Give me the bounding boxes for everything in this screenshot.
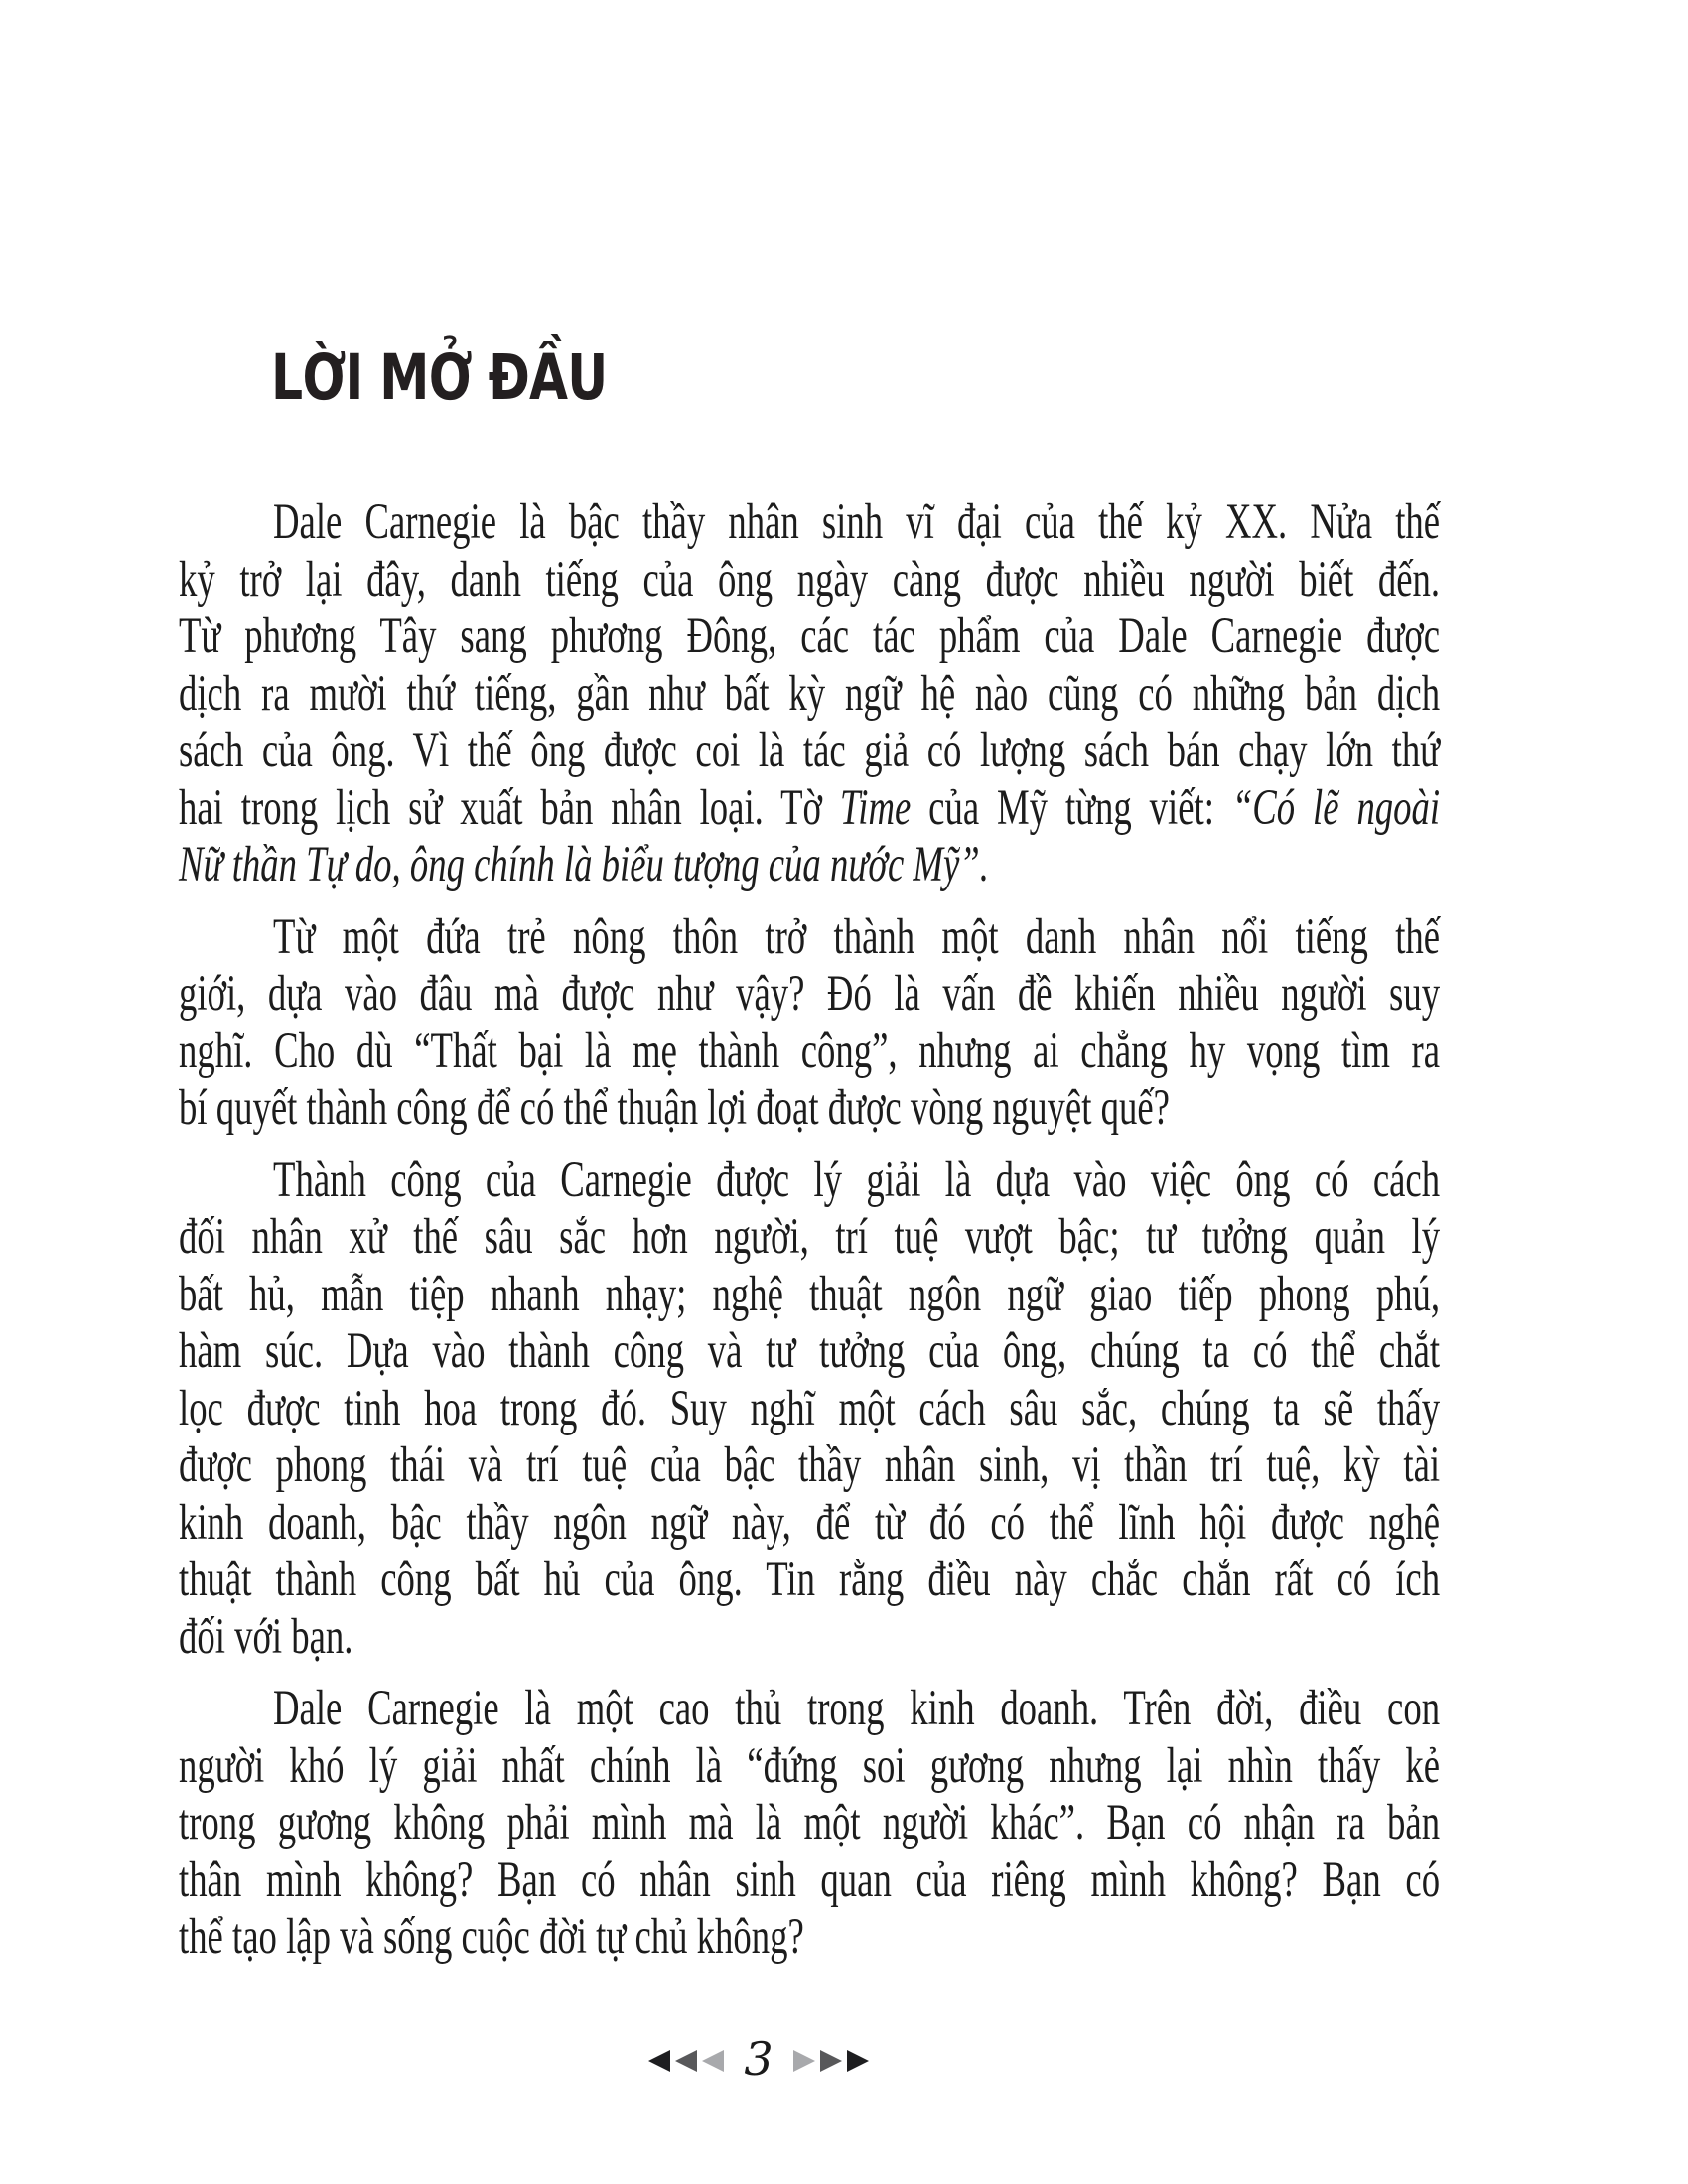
text-run: bí quyết thành công để có thể thuận lợi đoạt được vòng nguyệt quế? xyxy=(179,1080,1170,1136)
text-run: nghĩ. Cho dù “Thất bại là mẹ thành công”, nhưng ai chẳng hy vọng tìm ra xyxy=(179,1023,1441,1079)
text-run: giới, dựa vào đâu mà được như vậy? Đó là vấn đề khiến nhiều người suy xyxy=(179,966,1441,1022)
body-line xyxy=(179,609,1440,666)
page-number: 3 xyxy=(744,2032,774,2086)
text-run: Từ một đứa trẻ nông thôn trở thành một danh nhân nổi tiếng thế xyxy=(273,908,1441,965)
text-run: của Mỹ từng viết: xyxy=(911,779,1232,836)
left-arrow-icon xyxy=(648,2050,670,2072)
text-run: đối với bạn. xyxy=(179,1608,353,1665)
text-run: được phong thái và trí tuệ của bậc thầy nhân sinh, vị thần trí tuệ, kỳ tài xyxy=(179,1437,1441,1493)
body-line xyxy=(179,1495,1440,1553)
right-arrow-icon xyxy=(820,2050,842,2072)
text-run: hàm súc. Dựa vào thành công và tư tưởng của ông, chúng ta có thể chắt xyxy=(179,1323,1441,1379)
text-run: trong gương không phải mình mà là một người khác”. Bạn có nhận ra bản xyxy=(179,1795,1441,1850)
body-line xyxy=(179,494,1440,552)
body-line xyxy=(179,1209,1440,1267)
body-line xyxy=(179,723,1440,780)
body-line xyxy=(179,1437,1440,1495)
body-line xyxy=(179,1609,1440,1667)
text-run: thuật thành công bất hủ của ông. Tin rằng điều này chắc chắn rất có ích xyxy=(179,1552,1441,1607)
body-line xyxy=(179,1795,1440,1852)
text-run: hai trong lịch sử xuất bản nhân loại. Tờ xyxy=(179,779,840,836)
chapter-title: LỜI MỞ ĐẦU xyxy=(271,341,608,415)
text-run: dịch ra mười thứ tiếng, gần như bất kỳ ngữ hệ nào cũng có những bản dịch xyxy=(179,665,1441,722)
body-line xyxy=(179,666,1440,724)
body-line xyxy=(179,1024,1440,1081)
text-run: thể tạo lập và sống cuộc đời tự chủ không? xyxy=(179,1909,804,1965)
text-run: lọc được tinh hoa trong đó. Suy nghĩ một cách sâu sắc, chúng ta sẽ thấy xyxy=(179,1380,1441,1436)
text-run: kinh doanh, bậc thầy ngôn ngữ này, để từ đó có thể lĩnh hội được nghệ xyxy=(179,1494,1441,1551)
body-line xyxy=(179,1381,1440,1438)
body-line xyxy=(179,1909,1440,1967)
body-line xyxy=(179,837,1440,894)
body-line xyxy=(179,1267,1440,1324)
left-arrow-icon xyxy=(675,2050,697,2072)
text-run: thân mình không? Bạn có nhân sinh quan của riêng mình không? Bạn có xyxy=(179,1851,1441,1908)
italic-text-run: “Có lẽ ngoài xyxy=(1231,779,1441,836)
body-line xyxy=(179,1681,1440,1738)
text-run: kỷ trở lại đây, danh tiếng của ông ngày càng được nhiều người biết đến. xyxy=(179,551,1441,608)
body-line xyxy=(179,909,1440,967)
text-run: Từ phương Tây sang phương Đông, các tác phẩm của Dale Carnegie được xyxy=(179,609,1441,664)
body-line xyxy=(179,780,1440,838)
text-run: Dale Carnegie là một cao thủ trong kinh doanh. Trên đời, điều con xyxy=(273,1681,1441,1736)
paragraph xyxy=(179,909,1440,1138)
body-line xyxy=(179,552,1440,610)
text-run: sách của ông. Vì thế ông được coi là tác giả có lượng sách bán chạy lớn thứ xyxy=(179,723,1441,778)
italic-text-run: Time xyxy=(839,779,912,836)
body-line xyxy=(179,1080,1440,1138)
left-arrows-group xyxy=(648,2050,724,2072)
text-run: bất hủ, mẫn tiệp nhanh nhạy; nghệ thuật ngôn ngữ giao tiếp phong phú, xyxy=(179,1266,1441,1322)
body-line xyxy=(179,1153,1440,1210)
text-run: người khó lý giải nhất chính là “đứng soi gương nhưng lại nhìn thấy kẻ xyxy=(179,1737,1441,1794)
body-line xyxy=(179,1852,1440,1910)
page-marker xyxy=(648,2032,868,2086)
body-text xyxy=(179,494,1440,1967)
paragraph xyxy=(179,1153,1440,1667)
paragraph xyxy=(179,494,1440,894)
text-run: Thành công của Carnegie được lý giải là dựa vào việc ông có cách xyxy=(273,1152,1441,1208)
body-line xyxy=(179,1552,1440,1609)
text-run: đối nhân xử thế sâu sắc hơn người, trí tuệ vượt bậc; tư tưởng quản lý xyxy=(179,1209,1441,1265)
paragraph xyxy=(179,1681,1440,1967)
body-line xyxy=(179,966,1440,1024)
right-arrow-icon xyxy=(793,2050,815,2072)
right-arrow-icon xyxy=(847,2050,869,2072)
body-line xyxy=(179,1738,1440,1796)
page-footer xyxy=(179,2030,1440,2092)
body-line xyxy=(179,1323,1440,1381)
left-arrow-icon xyxy=(702,2050,724,2072)
right-arrows-group xyxy=(793,2050,869,2072)
italic-text-run: Nữ thần Tự do, ông chính là biểu tượng của nước Mỹ”. xyxy=(179,837,989,892)
text-run: Dale Carnegie là bậc thầy nhân sinh vĩ đại của thế kỷ XX. Nửa thế xyxy=(273,494,1441,550)
